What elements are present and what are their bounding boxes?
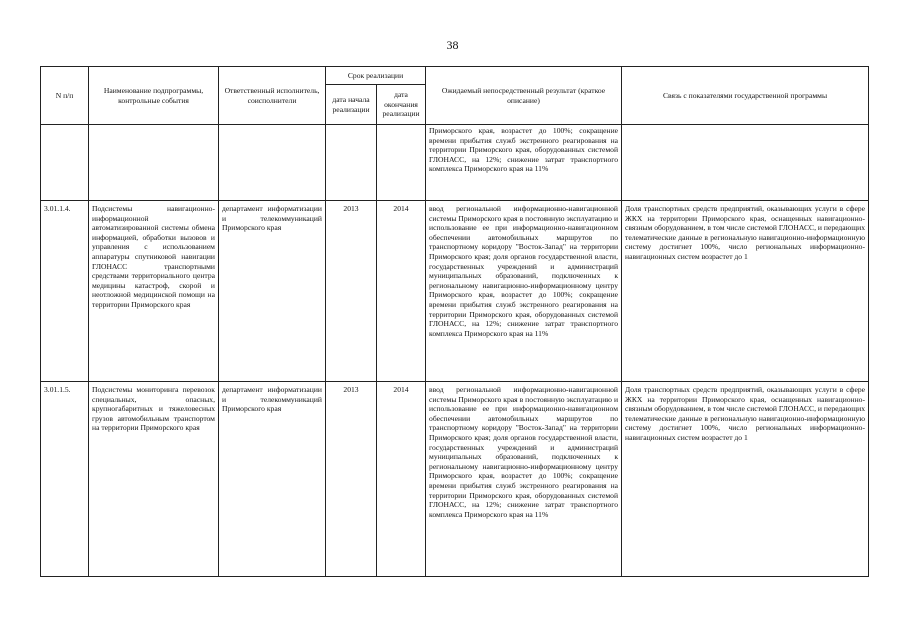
header-start-date: дата начала реализации <box>326 85 377 125</box>
header-link: Связь с показателями государственной программы <box>622 67 869 125</box>
cell-start: 2013 <box>326 201 377 382</box>
cell-num: 3.01.1.4. <box>41 201 89 382</box>
cell-num <box>41 125 89 201</box>
table-row <box>41 201 869 382</box>
cell-responsible: департамент информатизации и телекоммуникаций Приморского края <box>219 382 326 577</box>
cell-start: 2013 <box>326 382 377 577</box>
cell-name: Подсистемы навигационно-информационной автоматизированной системы обмена информацией, обработки вызовов и управления с использованием аппаратуры спутниковой навигации ГЛОНАСС транспортными средствами территориального центра медицины катастроф, скорой и неотложной медицинской помощи на территории Приморского края <box>89 201 219 382</box>
page-number: 38 <box>446 38 459 52</box>
table-row <box>41 382 869 577</box>
header-name: Наименование подпрограммы, контрольные события <box>89 67 219 125</box>
cell-link <box>622 125 869 201</box>
cell-end: 2014 <box>377 201 426 382</box>
cell-end: 2014 <box>377 382 426 577</box>
cell-responsible: департамент информатизации и телекоммуникаций Приморского края <box>219 201 326 382</box>
program-table <box>40 66 869 577</box>
cell-name: Подсистемы мониторинга перевозок специальных, опасных, крупногабаритных и тяжеловесных грузов автомобильным транспортом на территории Приморского края <box>89 382 219 577</box>
header-result: Ожидаемый непосредственный результат (краткое описание) <box>426 67 622 125</box>
cell-num: 3.01.1.5. <box>41 382 89 577</box>
header-num: N п/п <box>41 67 89 125</box>
cell-start <box>326 125 377 201</box>
cell-name <box>89 125 219 201</box>
cell-end <box>377 125 426 201</box>
table-header <box>41 67 869 125</box>
cell-link: Доля транспортных средств предприятий, оказывающих услуги в сфере ЖКХ на территории Приморского края, оснащенных навигационно-связным оборудованием, в том числе системой ГЛОНАСС, и передающих телематические данные в региональную навигационно-информационную систему достигнет 100%, число региональных информационно-навигационных систем возрастет до 1 <box>622 382 869 577</box>
cell-result: ввод региональной информационно-навигационной системы Приморского края в постоянную эксплуатацию и использование ее при информационно-навигационном обеспечении автомобильных маршрутов по транспортному коридору "Восток-Запад" на территории Приморского края; доля органов государственной власти, государственных учреждений и администраций муниципальных образований, подключенных к региональному навигационно-информационному центру Приморского края, возрастет до 100%; сокращение времени прибытия служб экстренного реагирования на территории Приморского края, оборудованных системой ГЛОНАСС, на 12%; снижение затрат транспортного комплекса Приморского края на 11% <box>426 201 622 382</box>
cell-result: ввод региональной информационно-навигационной системы Приморского края в постоянную эксплуатацию и использование ее при информационно-навигационном обеспечении автомобильных маршрутов по транспортному коридору "Восток-Запад" на территории Приморского края; доля органов государственной власти, государственных учреждений и администраций муниципальных образований, подключенных к региональному навигационно-информационному центру Приморского края, возрастет до 100%; сокращение времени прибытия служб экстренного реагирования на территории Приморского края, оборудованных системой ГЛОНАСС, на 12%; снижение затрат транспортного комплекса Приморского края на 11% <box>426 382 622 577</box>
cell-responsible <box>219 125 326 201</box>
header-responsible: Ответственный исполнитель, соисполнители <box>219 67 326 125</box>
cell-result: Приморского края, возрастет до 100%; сокращение времени прибытия служб экстренного реагирования на территории Приморского края, оборудованных системой ГЛОНАСС, на 12%; снижение затрат транспортного комплекса Приморского края на 11% <box>426 125 622 201</box>
header-term: Срок реализации <box>326 67 426 85</box>
table-row <box>41 125 869 201</box>
cell-link: Доля транспортных средств предприятий, оказывающих услуги в сфере ЖКХ на территории Приморского края, оснащенных навигационно-связным оборудованием, в том числе системой ГЛОНАСС, и передающих телематические данные в региональную навигационно-информационную систему достигнет 100%, число региональных информационно-навигационных систем возрастет до 1 <box>622 201 869 382</box>
header-end-date: дата окончания реализации <box>377 85 426 125</box>
